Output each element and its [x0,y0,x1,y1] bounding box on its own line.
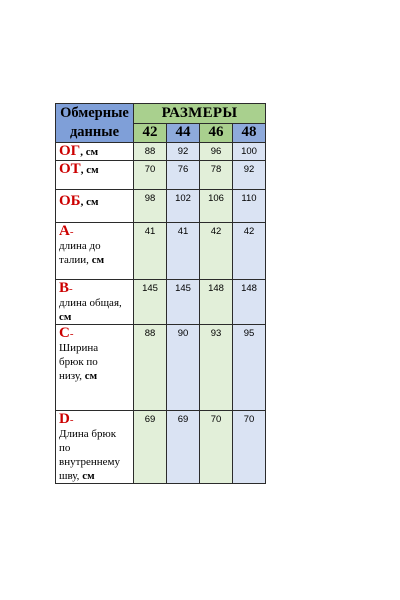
value-cell: 90 [167,325,200,411]
measure-suffix: , см [80,164,99,176]
row-label-og [56,143,134,161]
header-row-title [56,104,266,124]
value-cell: 100 [233,143,266,161]
sizes-title: РАЗМЕРЫ [134,104,266,124]
value-cell: 88 [134,325,167,411]
measure-unit: см [91,254,105,266]
value-cell: 41 [167,223,200,280]
value-cell: 76 [167,161,200,190]
measure-code: ОГ [59,143,81,159]
value-cell: 148 [233,280,266,325]
header-label-line2: данные [69,124,120,140]
table-row [56,190,266,223]
row-label-ot [56,161,134,190]
row-label-s [56,325,134,411]
size-header-48: 48 [233,123,266,143]
value-cell: 92 [167,143,200,161]
table-row [56,161,266,190]
row-label-v [56,280,134,325]
table-row [56,411,266,484]
measure-code: ОБ [59,193,81,209]
measure-unit: см [84,370,98,382]
value-cell: 41 [134,223,167,280]
value-cell: 70 [134,161,167,190]
value-cell: 69 [134,411,167,484]
value-cell: 96 [200,143,233,161]
size-header-42: 42 [134,123,167,143]
measure-description: длина до талии, [59,240,101,266]
size-header-46: 46 [200,123,233,143]
value-cell: 110 [233,190,266,223]
table-row [56,280,266,325]
row-label-a [56,223,134,280]
value-cell: 70 [200,411,233,484]
value-cell: 42 [233,223,266,280]
value-cell: 69 [167,411,200,484]
measure-dash: - [69,283,73,295]
measure-dash: - [69,226,74,238]
value-cell: 102 [167,190,200,223]
value-cell: 42 [200,223,233,280]
value-cell: 70 [233,411,266,484]
table-row [56,325,266,411]
header-label-cell [56,104,134,143]
measure-description: Длина брюк по внутреннему шву, [59,428,121,482]
measure-dash: - [69,414,74,426]
measure-suffix: , см [80,196,99,208]
value-cell: 93 [200,325,233,411]
size-header-44: 44 [167,123,200,143]
header-label-line1: Обмерные [60,105,129,121]
table-row [56,143,266,161]
measure-code: ОТ [59,161,81,177]
value-cell: 78 [200,161,233,190]
measure-suffix: , см [80,146,99,158]
row-label-d [56,411,134,484]
value-cell: 88 [134,143,167,161]
value-cell: 145 [134,280,167,325]
row-label-ob [56,190,134,223]
value-cell: 106 [200,190,233,223]
measure-description: Ширина брюк по низу, [59,342,99,382]
measure-dash: - [69,328,74,340]
measure-code: В [59,280,70,296]
value-cell: 98 [134,190,167,223]
measure-code: С [59,325,70,341]
size-chart-table [55,103,266,484]
measure-unit: см [82,470,95,482]
measure-code: А [59,223,70,239]
measure-unit: см [59,311,72,323]
value-cell: 92 [233,161,266,190]
value-cell: 145 [167,280,200,325]
measure-code: D [59,411,70,427]
measure-description: длина общая, [59,297,122,309]
table-row [56,223,266,280]
value-cell: 148 [200,280,233,325]
value-cell: 95 [233,325,266,411]
